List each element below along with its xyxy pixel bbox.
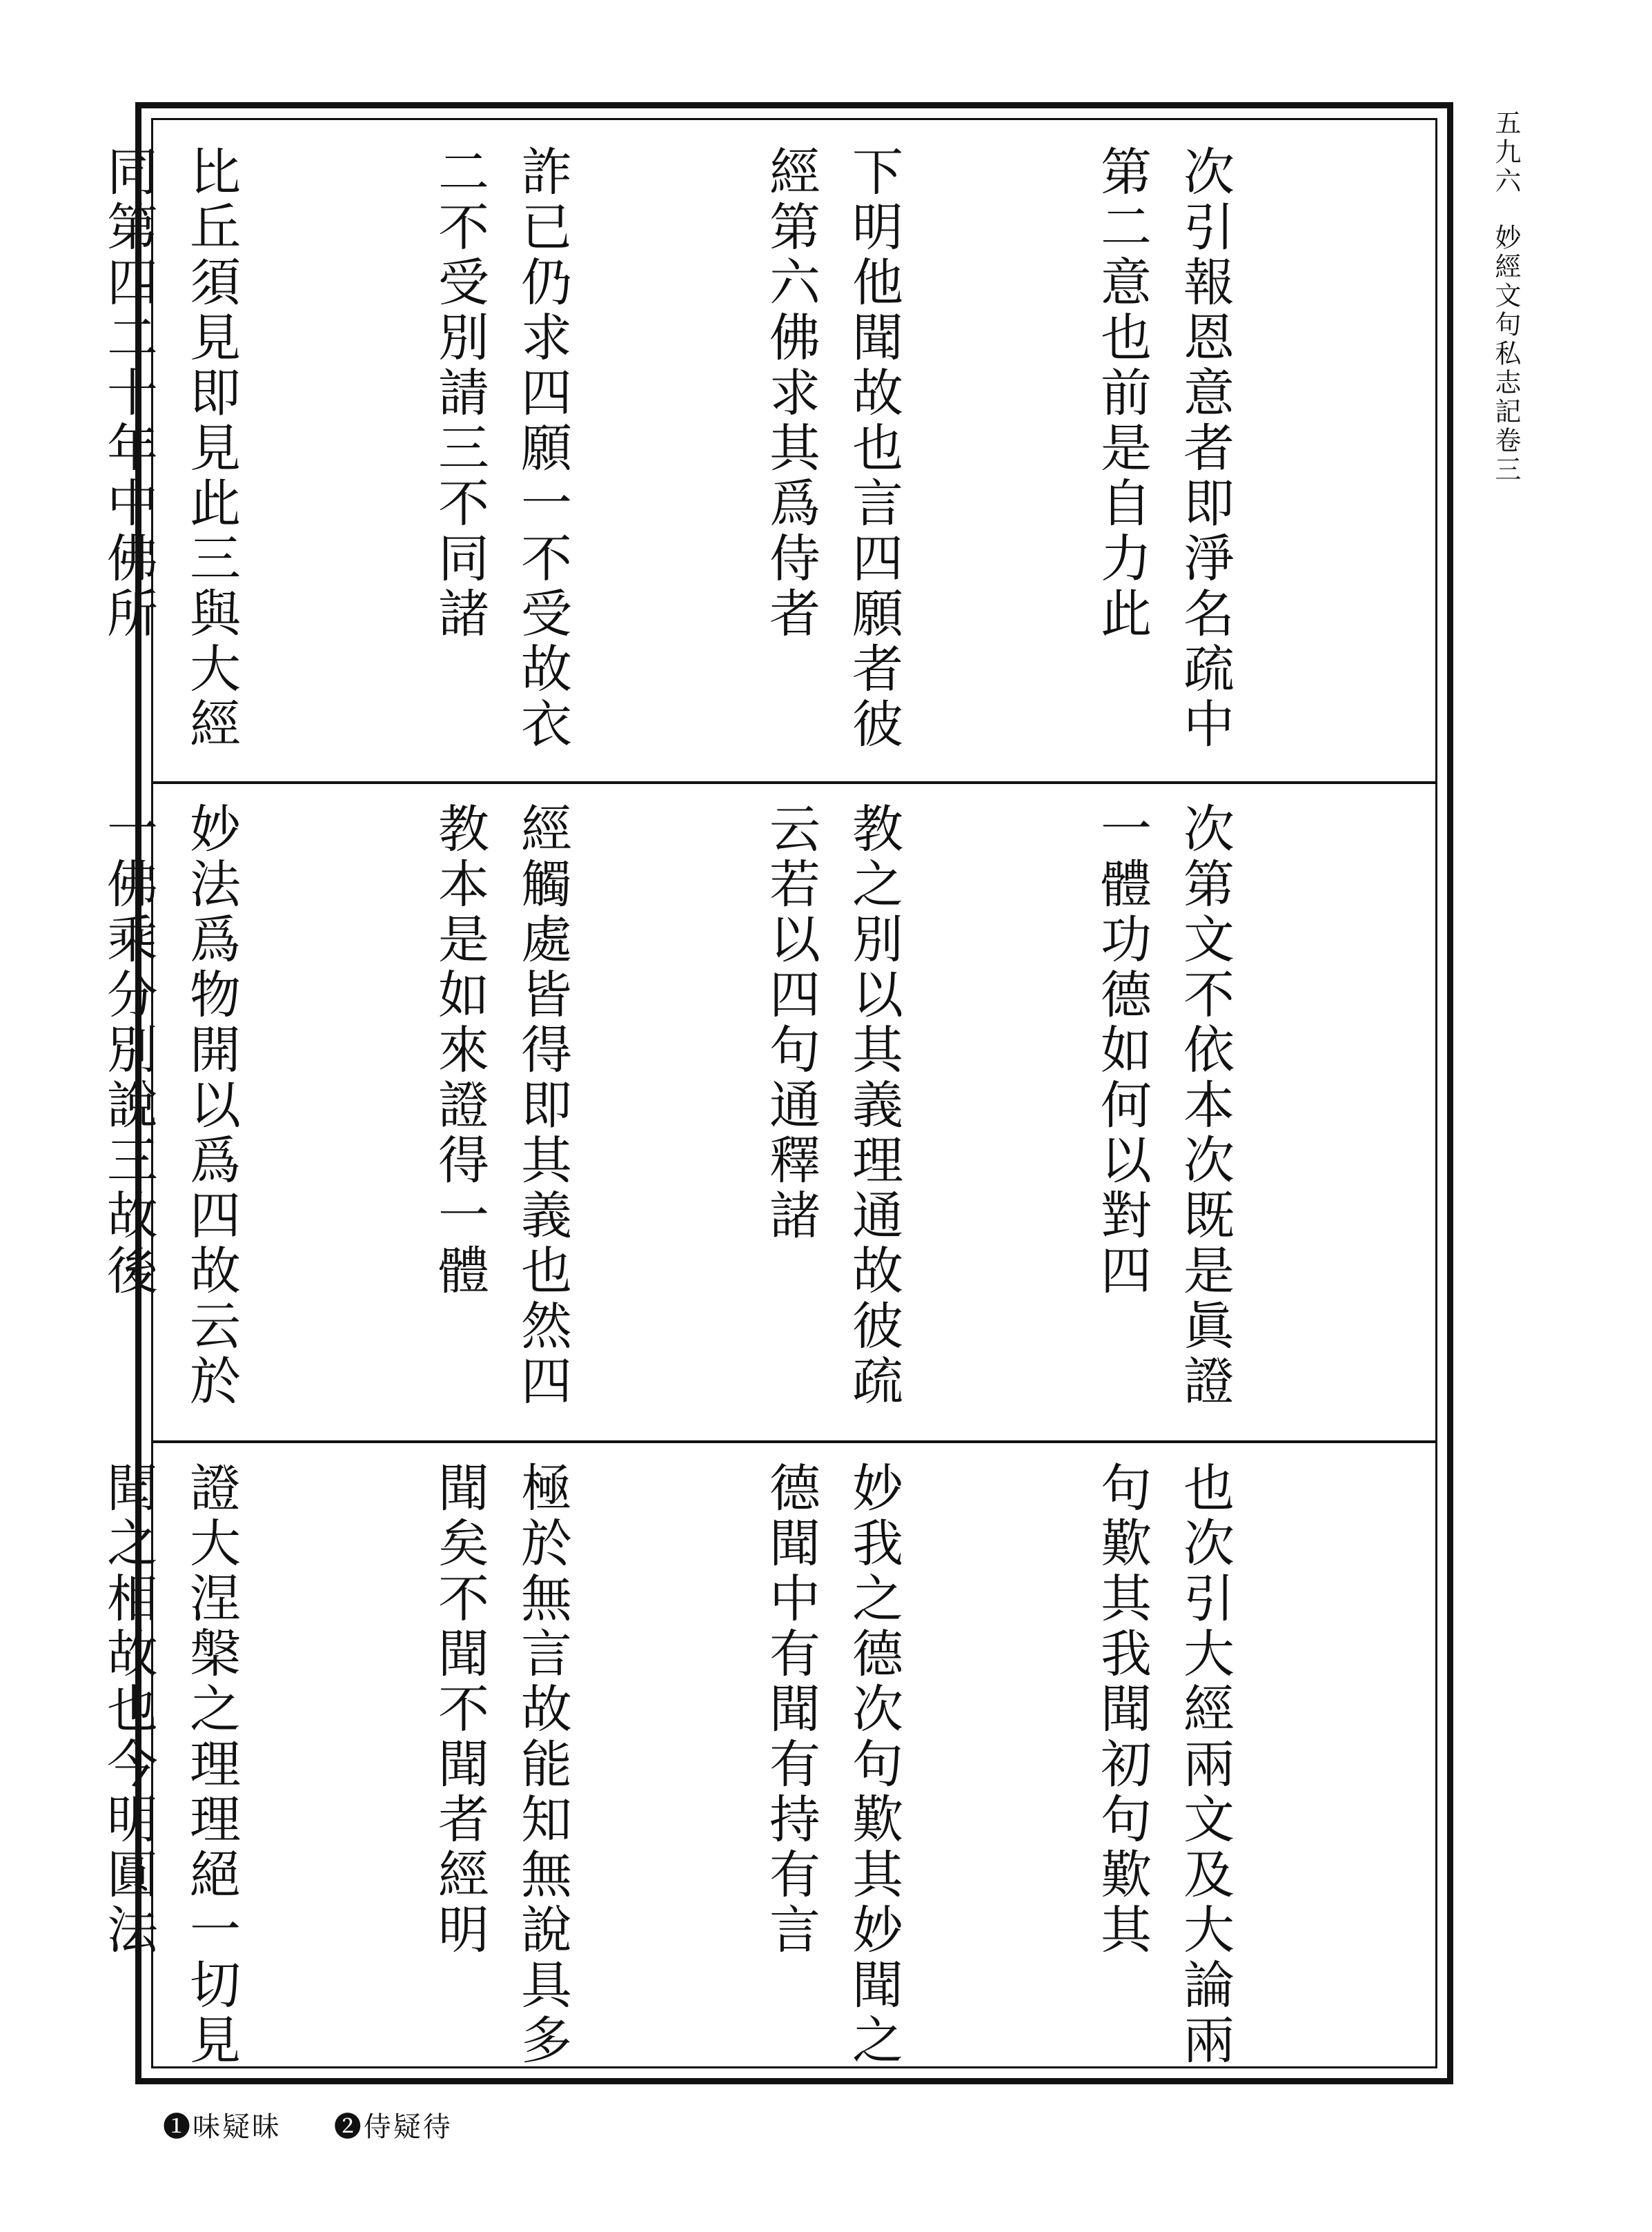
text-column: 也次引大經兩文及大論兩句歎其我聞初句歎其 [1092,1461,1235,2068]
text-column: 下明他聞故也言四願者彼經第六佛求其爲侍者 [761,145,903,752]
text-column: 詐已仍求四願一不受故衣二不受別請三不同諸 [430,145,572,752]
footnotes [163,2105,494,2144]
band-divider-2 [153,1440,1435,1443]
text-band-bottom [99,1461,1412,2068]
band-divider-1 [153,781,1435,784]
text-column: 妙我之德次句歎其妙聞之德聞中有聞有持有言 [761,1461,903,2068]
running-title: 妙經文句私志記卷三 [1491,224,1521,485]
text-band-top [99,145,1412,766]
footnote-2: ❷侍疑待 [333,2111,453,2143]
footnote-1: ❶味疑昧 [163,2111,282,2143]
text-column: 次引報恩意者即淨名疏中第二意也前是自力此 [1092,145,1235,752]
inner-frame [99,118,1437,2068]
page-frame [99,102,1453,2084]
text-column: 極於無言故能知無說具多聞矣不聞不聞者經明 [430,1461,572,2068]
text-column: 經觸處皆得即其義也然四教本是如來證得一體 [430,802,572,1409]
text-column: 證大涅槃之理理絕一切見聞之相故也今明圓法 [99,1461,241,2068]
page-number: 五九六 [1491,109,1521,196]
text-column: 妙法爲物開以爲四故云於一佛乘分別說三故後 [99,802,241,1409]
text-band-middle [99,802,1412,1423]
running-header [1484,109,1525,592]
text-column: 次第文不依本次既是眞證一體功德如何以對四 [1092,802,1235,1409]
text-column: 教之別以其義理通故彼疏云若以四句通釋諸 [761,802,903,1409]
text-column: 比丘須見即見此三與大經同第四二十年中佛所 [99,145,241,752]
